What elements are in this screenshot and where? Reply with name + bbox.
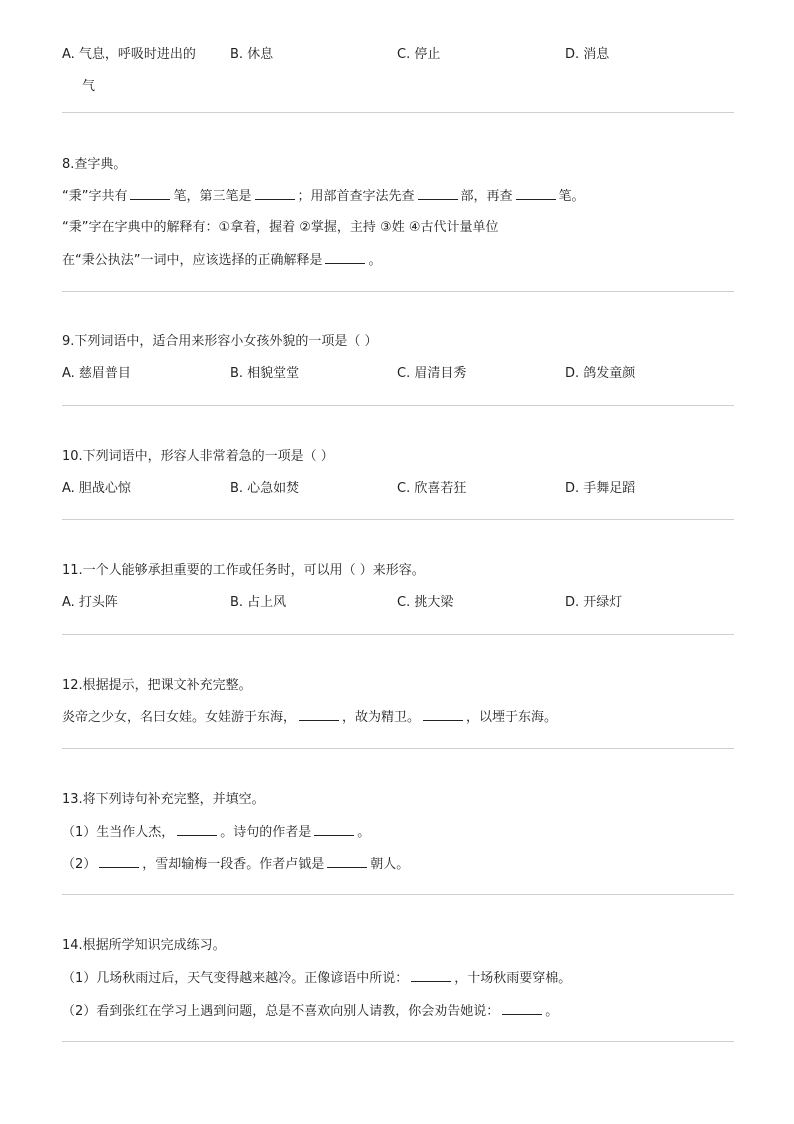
q12-line1-text-2: ，故为精卫。 — [342, 710, 421, 725]
q7-option-a-line2: 气 — [82, 79, 96, 94]
answer-blank[interactable] — [99, 855, 139, 868]
q12-stem: 12.根据提示，把课文补充完整。 — [62, 678, 252, 693]
q9-stem: 9.下列词语中，适合用来形容小女孩外貌的一项是（ ） — [62, 334, 378, 349]
divider — [62, 112, 734, 113]
q10-stem: 10.下列词语中，形容人非常着急的一项是（ ） — [62, 449, 334, 464]
q7-option-a-line1: A. 气息，呼吸时进出的 — [62, 47, 196, 62]
answer-blank[interactable] — [418, 187, 458, 200]
q13-line-2 — [62, 855, 409, 874]
q8-line1-text-5: 笔。 — [558, 189, 585, 204]
q12-line1-text-1: 炎帝之少女，名曰女娃。女娃游于东海， — [62, 710, 297, 725]
divider — [62, 291, 734, 292]
q11-stem: 11.一个人能够承担重要的工作或任务时，可以用（ ）来形容。 — [62, 563, 425, 578]
divider — [62, 748, 734, 749]
q8-line3-text-2: 。 — [368, 253, 382, 268]
q10-option-a[interactable]: A. 胆战心惊 — [62, 481, 131, 496]
answer-blank[interactable] — [411, 969, 451, 982]
q14-line2-text-2: 。 — [545, 1004, 559, 1019]
answer-blank[interactable] — [130, 187, 170, 200]
q14-stem: 14.根据所学知识完成练习。 — [62, 938, 226, 953]
q8-line1-text-1: “秉”字共有 — [62, 189, 128, 204]
q8-line-3 — [62, 251, 382, 270]
q13-line2-text-2: ，雪却输梅一段香。作者卢钺是 — [142, 857, 325, 872]
q11-option-d[interactable]: D. 开绿灯 — [565, 595, 623, 610]
q8-line-2: “秉”字在字典中的解释有：①拿着，握着 ②掌握，主持 ③姓 ④古代计量单位 — [62, 220, 499, 235]
answer-blank[interactable] — [255, 187, 295, 200]
q14-line-1 — [62, 969, 571, 988]
answer-blank[interactable] — [299, 708, 339, 721]
q14-line-2 — [62, 1002, 558, 1021]
answer-blank[interactable] — [314, 823, 354, 836]
q11-option-a[interactable]: A. 打头阵 — [62, 595, 118, 610]
q8-line1-text-3: ；用部首查字法先查 — [297, 189, 415, 204]
q12-line1-text-3: ，以堙于东海。 — [466, 710, 558, 725]
q9-option-a[interactable]: A. 慈眉普目 — [62, 366, 131, 381]
answer-blank[interactable] — [327, 855, 367, 868]
q13-stem: 13.将下列诗句补充完整，并填空。 — [62, 792, 265, 807]
divider — [62, 519, 734, 520]
q10-option-d[interactable]: D. 手舞足蹈 — [565, 481, 636, 496]
q7-option-b: B. 休息 — [230, 47, 274, 62]
q9-option-d[interactable]: D. 鸽发童颜 — [565, 366, 636, 381]
q14-line2-text-1: （2）看到张红在学习上遇到问题，总是不喜欢向别人请教，你会劝告她说： — [62, 1004, 500, 1019]
q13-line2-text-1: （2） — [62, 857, 97, 872]
q14-line1-text-2: ，十场秋雨要穿棉。 — [454, 971, 572, 986]
q8-line1-text-2: 笔，第三笔是 — [173, 189, 252, 204]
q8-stem: 8.查字典。 — [62, 157, 127, 172]
q10-option-c[interactable]: C. 欣喜若狂 — [397, 481, 467, 496]
q13-line1-text-3: 。 — [357, 825, 371, 840]
q13-line1-text-2: 。诗句的作者是 — [220, 825, 312, 840]
q12-line-1 — [62, 708, 557, 727]
q8-line3-text-1: 在“秉公执法”一词中，应该选择的正确解释是 — [62, 253, 323, 268]
q9-option-b[interactable]: B. 相貌堂堂 — [230, 366, 300, 381]
answer-blank[interactable] — [516, 187, 556, 200]
q7-option-c: C. 停止 — [397, 47, 441, 62]
q11-option-b[interactable]: B. 占上风 — [230, 595, 287, 610]
divider — [62, 405, 734, 406]
q10-option-b[interactable]: B. 心急如焚 — [230, 481, 300, 496]
divider — [62, 634, 734, 635]
answer-blank[interactable] — [325, 251, 365, 264]
q11-option-c[interactable]: C. 挑大梁 — [397, 595, 454, 610]
answer-blank[interactable] — [177, 823, 217, 836]
answer-blank[interactable] — [502, 1002, 542, 1015]
q8-line1-text-4: 部，再查 — [460, 189, 513, 204]
q8-line-1 — [62, 187, 585, 206]
q13-line1-text-1: （1）生当作人杰， — [62, 825, 175, 840]
q13-line-1 — [62, 823, 370, 842]
q7-option-d: D. 消息 — [565, 47, 610, 62]
divider — [62, 1041, 734, 1042]
q14-line1-text-1: （1）几场秋雨过后，天气变得越来越冷。正像谚语中所说： — [62, 971, 409, 986]
q13-line2-text-3: 朝人。 — [370, 857, 410, 872]
q9-option-c[interactable]: C. 眉清目秀 — [397, 366, 467, 381]
answer-blank[interactable] — [423, 708, 463, 721]
divider — [62, 894, 734, 895]
